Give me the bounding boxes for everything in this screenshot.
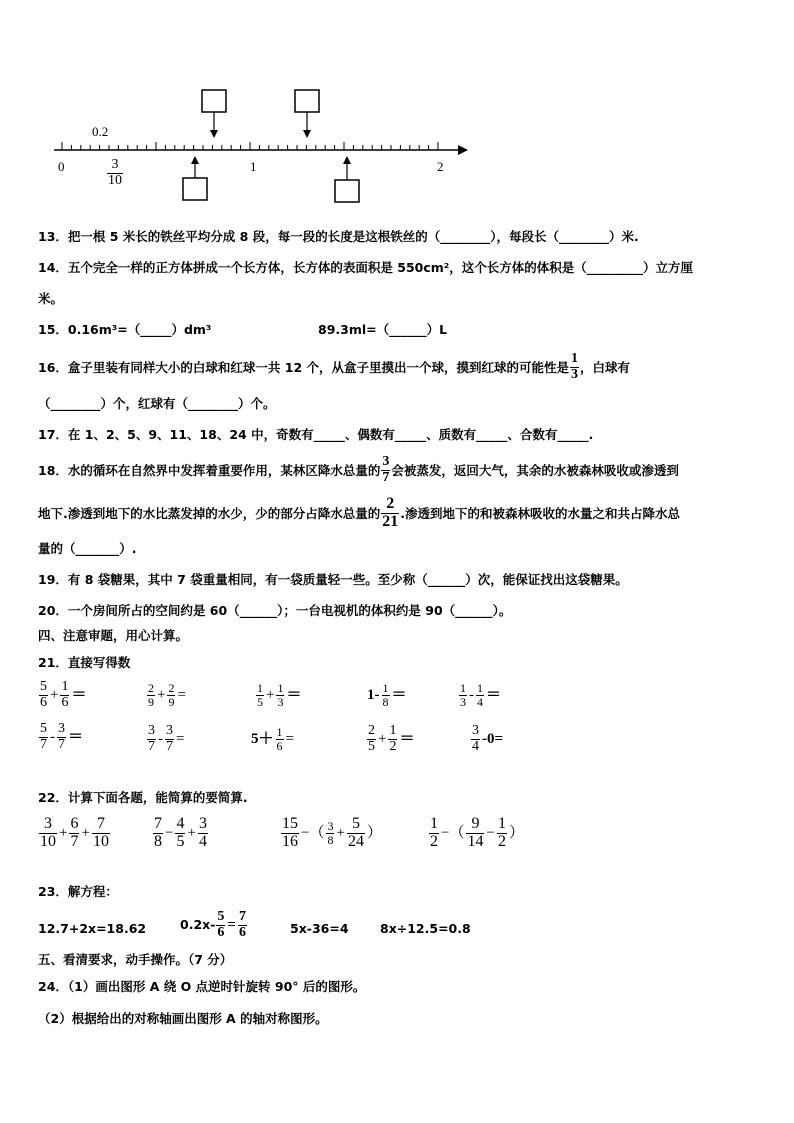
number-line-arrowhead [458,145,468,155]
question-15-a: 15．0.16m³=（_____）dm³ [38,322,212,337]
q21-expr-5: $\frac{1}{3}$ - $\frac{1}{4}$ ＝ [460,681,502,709]
section-4-heading: 四、注意审题，用心计算。 [38,628,189,643]
q22-expr-3: $\frac{15}{16}$ −（ $\frac{3}{8}$ + $\frac{5}{24}$ ） [282,815,382,850]
label-1: 1 [250,159,257,174]
q21-expr-1: $\frac{5}{6}$ + $\frac{1}{6}$ ＝ [40,679,87,710]
arrow-up-icon [343,156,351,164]
q22-expr-4: $\frac{1}{2}$ −（ $\frac{9}{14}$ − $\frac{1}{2}$ ） [430,815,524,850]
q21-expr-3: $\frac{1}{5}$ + $\frac{1}{3}$ ＝ [257,681,302,709]
label-2: 2 [437,159,444,174]
q22-expr-2: $\frac{7}{8}$ − $\frac{4}{5}$ + $\frac{3}{4}$ [154,815,207,850]
question-14-line1: 14．五个完全一样的正方体拼成一个长方体，长方体的表面积是 550cm²，这个长方体的体积是（_________）立方厘 [38,260,694,275]
q21-expr-9: $\frac{2}{5}$ + $\frac{1}{2}$ ＝ [368,723,415,754]
q21-expr-10: $\frac{3}{4}$ -0= [472,723,504,754]
fraction: $\frac{2}{21}$ [382,495,399,530]
question-24-part2: （2）根据给出的对称轴画出图形 A 的轴对称图形。 [38,1011,328,1026]
question-14-line2: 米。 [38,291,64,306]
answer-box-top-2 [295,90,319,112]
q21-expr-2: $\frac{2}{9}$ + $\frac{2}{9}$ = [148,681,186,709]
number-line-figure [40,80,480,210]
arrow-down-icon [210,130,218,138]
question-24-part1: 24．（1）画出图形 A 绕 O 点逆时针旋转 90° 后的图形。 [38,979,366,994]
answer-box-bottom-2 [335,180,359,202]
arrow-up-icon [191,156,199,164]
question-17: 17．在 1、2、5、9、11、18、24 中，奇数有_____、偶数有_____、质数有_____、合数有_____. [38,427,594,442]
label-0-2: 0.2 [92,124,109,139]
question-23: 23．解方程： [38,884,118,899]
question-21: 21．直接写得数 [38,655,131,670]
number-line-ticks [62,142,438,150]
q21-expr-8: 5＋ $\frac{1}{6}$ = [251,725,294,753]
question-19: 19．有 8 袋糖果，其中 7 袋重量相同，有一袋质量轻一些。至少称（______）次，能保证找出这袋糖果。 [38,572,628,587]
question-16-line1: 16．盒子里装有同样大小的白球和红球一共 12 个，从盒子里摸出一个球，摸到红球的可能性是 $\frac{1}{3}$ ，白球有 [38,351,631,382]
q21-expr-4: 1- $\frac{1}{8}$ ＝ [367,681,407,709]
q22-expr-1: $\frac{3}{10}$ + $\frac{6}{7}$ + $\frac{7}{10}$ [40,815,109,850]
question-16-line2: （________）个，红球有（________）个。 [38,396,276,411]
question-18-line2: 地下.渗透到地下的水比蒸发掉的水少，少的部分占降水总量的 $\frac{2}{21}$ .渗透到地下的和被森林吸收的水量之和共占降水总 [38,495,680,530]
q21-expr-7: $\frac{3}{7}$ - $\frac{3}{7}$ = [148,723,185,754]
question-13: 13．把一根 5 米长的铁丝平均分成 8 段，每一段的长度是这根铁丝的（________），每段长（________）米. [38,229,639,244]
answer-box-bottom-1 [183,178,207,200]
fraction: $\frac{3}{7}$ [382,454,390,485]
arrow-down-icon [303,130,311,138]
q21-expr-6: $\frac{5}{7}$ - $\frac{3}{7}$ ＝ [40,721,84,752]
section-5-heading: 五、看清要求，动手操作。（7 分） [38,952,233,967]
q23-equation-2: 0.2x- $\frac{5}{6}$ = $\frac{7}{6}$ [180,909,246,940]
question-18-line1: 18．水的循环在自然界中发挥着重要作用，某林区降水总量的 $\frac{3}{7}$ 会被蒸发，返回大气，其余的水被森林吸收或渗透到 [38,454,679,485]
label-3-10: $\frac{3}{10}$ [108,157,122,188]
q23-equation-4: 8x÷12.5=0.8 [380,921,471,936]
answer-box-top-1 [202,90,226,112]
label-0: 0 [58,159,65,174]
q23-equation-1: 12.7+2x=18.62 [38,921,147,936]
fraction: $\frac{1}{3}$ [571,351,578,382]
question-15-b: 89.3ml=（______）L [318,322,448,337]
question-18-line3: 量的（_______）. [38,541,137,556]
question-20: 20．一个房间所占的空间约是 60（______）；一台电视机的体积约是 90（______）。 [38,603,512,618]
question-22: 22．计算下面各题，能简算的要简算. [38,790,248,805]
q23-equation-3: 5x-36=4 [290,921,349,936]
